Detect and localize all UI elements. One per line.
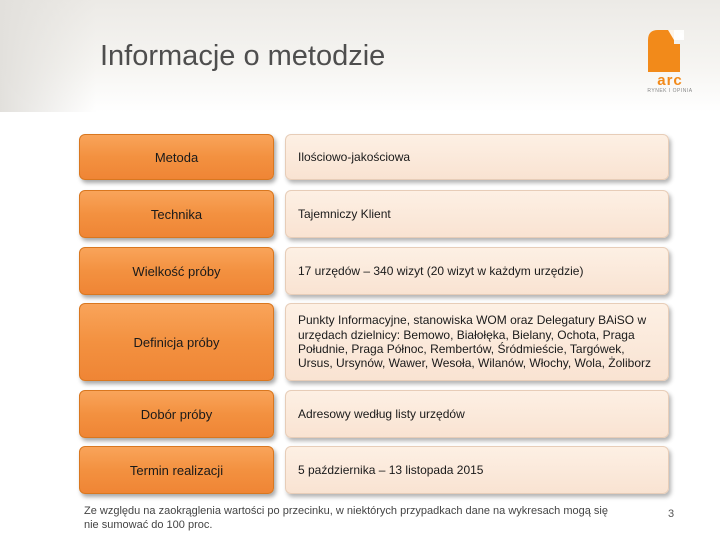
row-label: Termin realizacji xyxy=(79,446,274,494)
row-label: Dobór próby xyxy=(79,390,274,438)
info-row xyxy=(79,134,669,180)
row-value: Ilościowo-jakościowa xyxy=(285,134,669,180)
page-number: 3 xyxy=(668,508,675,520)
info-row xyxy=(79,190,669,238)
row-label: Metoda xyxy=(79,134,274,180)
company-logo xyxy=(644,26,696,98)
row-label: Definicja próby xyxy=(79,303,274,381)
row-value: 17 urzędów – 340 wizyt (20 wizyt w każdym urzędzie) xyxy=(285,247,669,295)
row-value: Adresowy według listy urzędów xyxy=(285,390,669,438)
row-value: 5 października – 13 listopada 2015 xyxy=(285,446,669,494)
info-row xyxy=(79,390,669,438)
logo-wordmark: arc xyxy=(657,72,683,89)
arc-logo-icon xyxy=(644,26,696,74)
row-value: Punkty Informacyjne, stanowiska WOM oraz Delegatury BAiSO w urzędach dzielnicy: Bemowo, Białołęka, Bielany, Ochota, Praga Południe, Praga Północ, Rembertów, Śródmieście, Targówek, Ursus, Ursynów, Wawer, Wesoła, Wilanów, Włochy, Wola, Żoliborz xyxy=(285,303,669,381)
info-row xyxy=(79,247,669,295)
page-title: Informacje o metodzie xyxy=(100,40,386,72)
row-label: Wielkość próby xyxy=(79,247,274,295)
footnote: Ze względu na zaokrąglenia wartości po przecinku, w niektórych przypadkach dane na wykresach mogą się nie sumować do 100 proc. xyxy=(84,505,608,532)
row-value: Tajemniczy Klient xyxy=(285,190,669,238)
info-row xyxy=(79,303,669,381)
logo-tagline: RYNEK I OPINIA xyxy=(647,88,693,94)
info-row xyxy=(79,446,669,494)
row-label: Technika xyxy=(79,190,274,238)
